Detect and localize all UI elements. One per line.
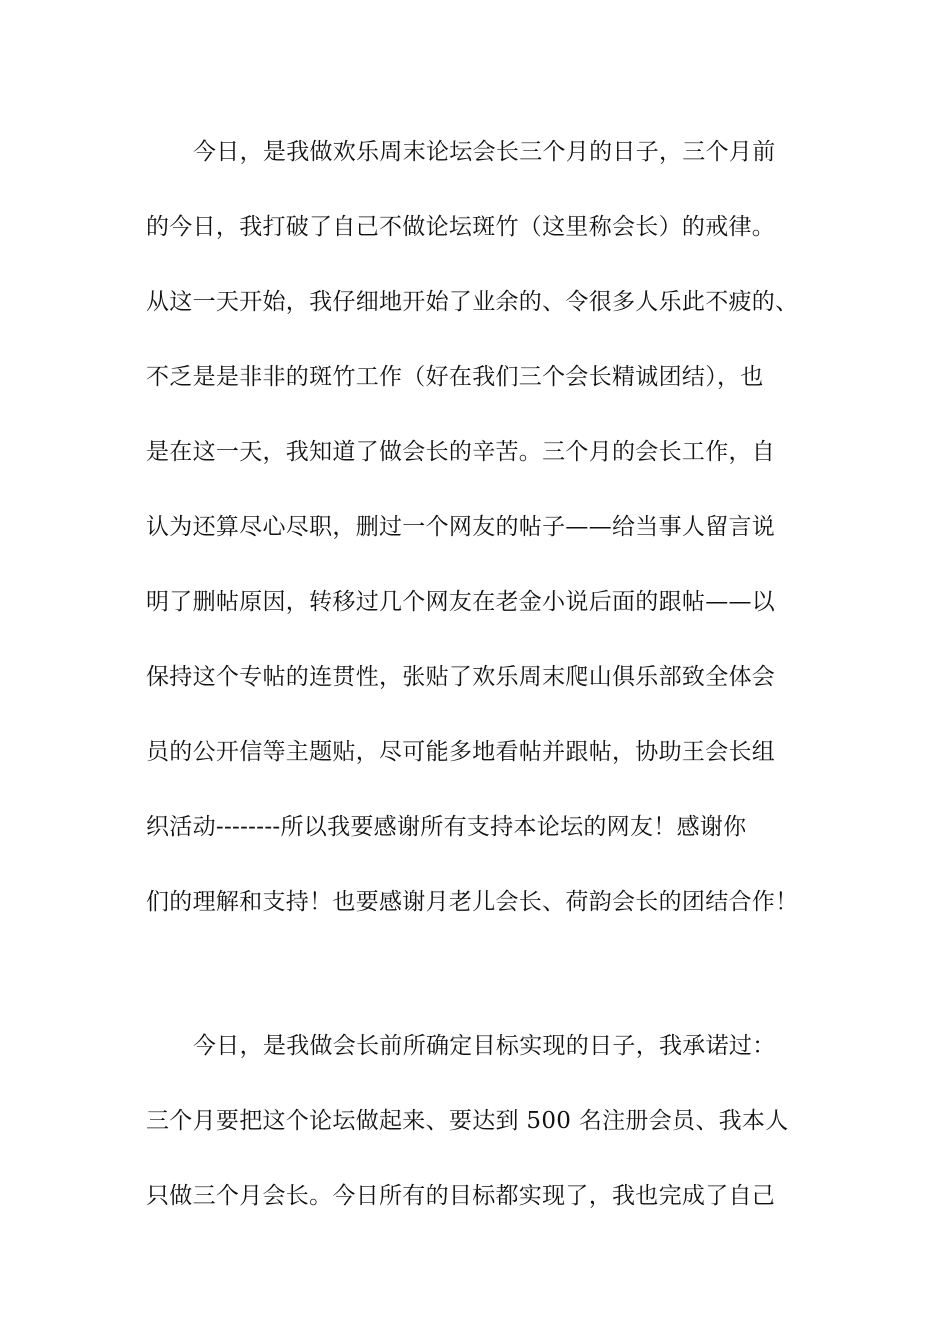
paragraph-line: 的今日，我打破了自己不做论坛斑竹（这里称会长）的戒律。 xyxy=(146,214,776,240)
paragraph-1 xyxy=(146,131,826,956)
paragraph-line: 员的公开信等主题贴，尽可能多地看帖并跟帖，协助王会长组 xyxy=(146,739,776,765)
paragraph-line: 明了删帖原因，转移过几个网友在老金小说后面的跟帖——以 xyxy=(146,589,776,615)
paragraph-2 xyxy=(146,1025,826,1250)
paragraph-line: 们的理解和支持！也要感谢月老儿会长、荷韵会长的团结合作！ xyxy=(146,889,799,915)
paragraph-line: 今日，是我做欢乐周末论坛会长三个月的日子，三个月前 xyxy=(193,139,776,165)
paragraph-line: 不乏是是非非的斑竹工作（好在我们三个会长精诚团结），也 xyxy=(146,364,764,390)
paragraph-line: 三个月要把这个论坛做起来、要达到 500 名注册会员、我本人 xyxy=(146,1108,789,1134)
paragraph-line: 保持这个专帖的连贯性，张贴了欢乐周末爬山俱乐部致全体会 xyxy=(146,664,776,690)
paragraph-line: 是在这一天，我知道了做会长的辛苦。三个月的会长工作，自 xyxy=(146,439,776,465)
paragraph-line: 从这一天开始，我仔细地开始了业余的、令很多人乐此不疲的、 xyxy=(146,289,799,315)
paragraph-line: 织活动--------所以我要感谢所有支持本论坛的网友！感谢你 xyxy=(146,814,747,840)
paragraph-line: 今日，是我做会长前所确定目标实现的日子，我承诺过： xyxy=(193,1033,776,1059)
paragraph-line: 认为还算尽心尽职，删过一个网友的帖子——给当事人留言说 xyxy=(146,514,776,540)
paragraph-line: 只做三个月会长。今日所有的目标都实现了，我也完成了自己 xyxy=(146,1183,776,1209)
